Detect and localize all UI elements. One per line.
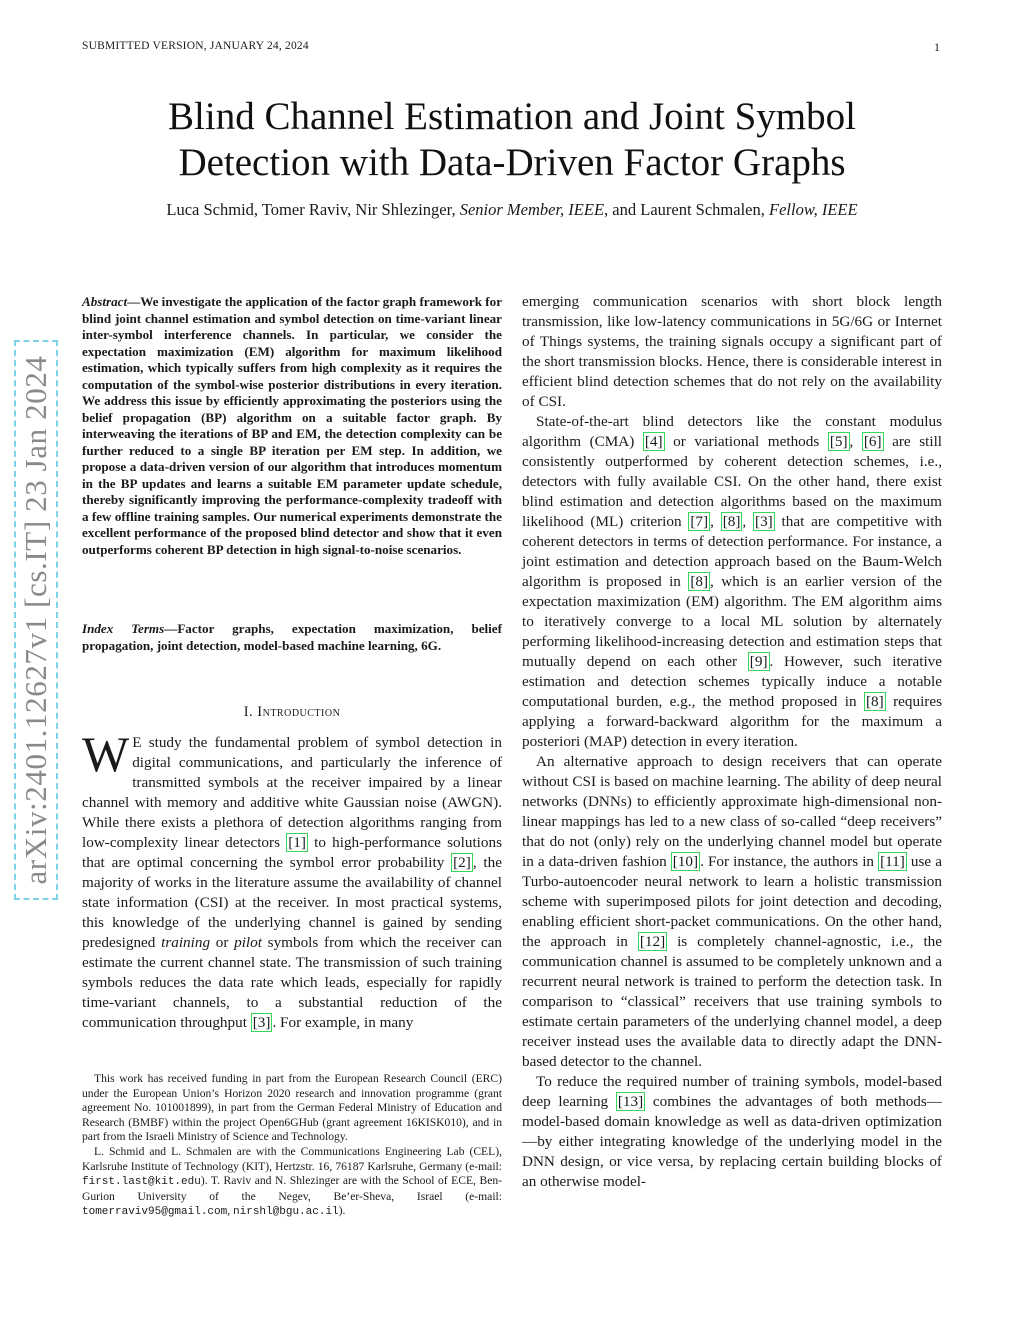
footnote-funding: This work has received funding in part from the European Research Council (ERC) under the European Union’s Horizon 2020 research and innovation programme (grant agreement No. 101001899), in part from the German Federal Ministry of Education and Research (BMBF) within the project Open6GHub (grant agreement 16KISK010), and in part from the Israeli Ministry of Science and Technology. — [82, 1072, 502, 1144]
citation-link[interactable]: [2] — [453, 854, 471, 871]
running-head: SUBMITTED VERSION, JANUARY 24, 2024 — [82, 40, 309, 52]
citation-link[interactable]: [13] — [617, 1093, 644, 1110]
author-role-1: Senior Member, IEEE — [459, 200, 605, 219]
author-role-2: Fellow, IEEE — [769, 200, 858, 219]
paragraph: An alternative approach to design receivers that can operate without CSI is based on machine learning. The ability of deep neural networks (DNNs) to efficiently approximate high-dimensional non-linear mappings has led to a new class of so-called “deep receivers” that do not (only) rely on the underlying channel model but operate in a data-driven fashion [10] . For instance, the authors in [11] use a Turbo-autoencoder neural network to learn a holistic transmission scheme with superimposed pilots for joint detection and decoding, enabling efficient short-packet communications. On the other hand, the approach in [12] is completely channel-agnostic, i.e., the communication channel is assumed to be completely unknown and a recurrent neural network is trained to perform the detection task. In comparison to “classical” receivers that use training symbols to estimate certain parameters of the underlying channel model, a deep receiver instead uses the available data to directly adapt the DNN-based detector to the channel. — [522, 753, 943, 1070]
citation-link[interactable]: [12] — [639, 933, 666, 950]
citation-link[interactable]: [11] — [880, 853, 905, 870]
page-number: 1 — [934, 40, 940, 54]
citation-link[interactable]: [1] — [288, 834, 306, 851]
email-link[interactable]: nirshl@bgu.ac.il — [233, 1206, 339, 1219]
right-column — [522, 292, 942, 1192]
author-names-2: , and Laurent Schmalen, — [604, 200, 769, 219]
abstract — [82, 294, 502, 558]
citation-link[interactable]: [7] — [690, 513, 709, 530]
arxiv-sidebar[interactable] — [14, 340, 58, 900]
citation-link[interactable]: [9] — [749, 653, 768, 670]
email-link[interactable]: tomerraviv95@gmail.com — [82, 1206, 228, 1219]
paper-title — [0, 94, 1024, 186]
abstract-text: —We investigate the application of the factor graph framework for blind joint channel estimation and symbol detection on time-variant linear inter-symbol interference channels. In particular, we consider the expectation maximization (EM) algorithm for maximum likelihood estimation, which typically suffers from high complexity as it requires the computation of the symbol-wise posterior distributions in every iteration. We address this issue by efficiently approximating the posteriors using the belief propagation (BP) algorithm on a suitable factor graph. By interweaving the iterations of BP and EM, the detection complexity can be further reduced to a single BP iteration per EM step. In addition, we propose a data-driven version of our algorithm that introduces momentum in the BP updates and learns a suitable EM parameter update schedule, thereby significantly improving the performance-complexity tradeoff with a few offline training samples. Our numerical experiments demonstrate the excellent performance of the proposed blind detector and show that it even outperforms coherent BP detection in high signal-to-noise scenarios. — [82, 294, 502, 557]
paragraph: State-of-the-art blind detectors like the constant modulus algorithm (CMA) [4] or variational methods [5] , [6] are still consistently outperformed by coherent detection schemes, i.e., detectors with fully available CSI. On the other hand, there exist blind estimation and detection algorithms based on the maximum likelihood (ML) criterion [7] , [8] , [3] that are competitive with coherent detectors in terms of detection performance. For instance, a joint estimation and detection approach based on the Baum-Welch algorithm is proposed in [8] , which is an earlier version of the expectation maximization (EM) algorithm. The EM algorithm aims to iteratively converge to a local ML solution by alternately performing likelihood-increasing detection and estimation steps that mutually depend on each other [9] . However, such iterative estimation and detection schemes typically induce a notable computational burden, e.g., the method proposed in [8] requires applying a forward-backward algorithm for the maximum a posteriori (MAP) detection in every iteration. — [522, 413, 943, 750]
email-link[interactable]: first.last@kit.edu — [82, 1176, 201, 1189]
author-names-1: Luca Schmid, Tomer Raviv, Nir Shlezinger, — [166, 200, 460, 219]
index-terms-label: Index Terms — [82, 621, 165, 636]
paragraph: emerging communication scenarios with short block length transmission, like low-latency communications in 5G/6G or Internet of Things systems, the training signals occupy a significant part of the short transmission blocks. Hence, there is considerable interest in efficient blind detection schemes that do not rely on the availability of CSI. — [522, 293, 942, 410]
paragraph: To reduce the required number of training symbols, model-based deep learning [13] combines the advantages of both methods—model-based domain knowledge as well as data-driven optimization—by either integrating knowledge of the underlying model in the DNN design, or vice versa, by replacing certain building blocks of an otherwise model- — [522, 1073, 942, 1190]
footnote-affiliations: L. Schmid and L. Schmalen are with the Communications Engineering Lab (CEL), Karlsruhe Institute of Technology (KIT), Hertzstr. 16, 76187 Karlsruhe, Germany (e-mail: first.last@kit.edu). T. Raviv and N. Shlezinger are with the School of ECE, Ben-Gurion University of the Negev, Be’er-Sheva, Israel (e-mail: tomerraviv95@gmail.com, nirshl@bgu.ac.il). — [82, 1144, 502, 1219]
section-heading-introduction: I. Introduction — [243, 704, 341, 720]
citation-link[interactable]: [3] — [755, 513, 773, 530]
arxiv-identifier[interactable]: arXiv:2401.12627v1 [cs.IT] 23 Jan 2024 — [18, 355, 53, 885]
citation-link[interactable]: [8] — [690, 573, 709, 590]
footnotes — [82, 1072, 502, 1220]
citation-link[interactable]: [8] — [865, 693, 884, 710]
intro-paragraph: W E study the fundamental problem of symbol detection in digital communications, and particularly the inference of transmitted symbols at the receiver impaired by a linear channel with memory and additive white Gaussian noise (AWGN). While there exists a plethora of detection algorithms ranging from low-complexity linear detectors [1] to high-performance solutions that are optimal concerning the symbol error probability [2] , the majority of works in the literature assume the availability of channel state information (CSI) at the receiver. In most practical systems, this knowledge of the underlying channel is gained by sending predesigned training or pilot symbols from which the receiver can estimate the current channel state. The transmission of such training symbols reduces the data rate which leads, especially for rapidly time-variant channels, to a substantial reduction of the communication throughput [3] . For example, in many — [82, 726, 502, 1031]
citation-link[interactable]: [10] — [672, 853, 699, 870]
title-line-1: Blind Channel Estimation and Joint Symbol — [168, 95, 856, 138]
index-terms — [82, 621, 502, 654]
abstract-label: Abstract — [82, 294, 128, 309]
citation-link[interactable]: [3] — [252, 1014, 271, 1031]
citation-link[interactable]: [6] — [863, 433, 882, 450]
index-terms-text: —Factor graphs, expectation maximization, belief propagation, joint detection, model-based machine learning, 6G. — [82, 621, 502, 653]
citation-link[interactable]: [8] — [722, 513, 741, 530]
author-list — [0, 200, 1024, 220]
citation-link[interactable]: [4] — [644, 433, 663, 450]
citation-link[interactable]: [5] — [829, 433, 848, 450]
title-line-2: Detection with Data-Driven Factor Graphs — [178, 141, 846, 184]
dropcap: W — [82, 726, 130, 782]
